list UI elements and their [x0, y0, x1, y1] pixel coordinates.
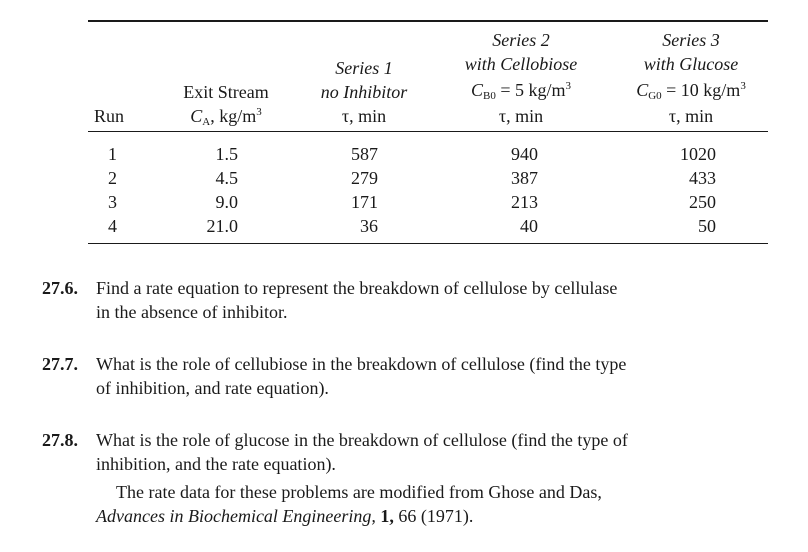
problem-text: Find a rate equation to represent the breakdown of cellulose by cellulase in the absence of inhibitor.: [96, 278, 618, 322]
table-cell-series1: 36: [360, 216, 378, 236]
source-note: The rate data for these problems are modified from Ghose and Das, Advances in Biochemical Engineering, 1, 66 (1971).: [96, 482, 602, 526]
header-series1-line1: Series 1: [335, 58, 393, 78]
header-exit-line1: Exit Stream: [183, 82, 269, 102]
table-cell-run: 3: [108, 192, 117, 212]
table-cell-run: 2: [108, 168, 117, 188]
header-series2-line3: $C_{B0} = 5$ $kg/m^3$: [470, 80, 571, 102]
table-cell-run: 1: [108, 144, 117, 164]
table-cell-series2: 940: [511, 144, 538, 164]
header-series3-line3: $C_{G0} = 10$ $kg/m^3$: [636, 80, 746, 102]
table-cell-series2: 213: [511, 192, 538, 212]
header-series3-line2: with Glucose: [643, 54, 739, 74]
table-cell-series2: 40: [520, 216, 538, 236]
header-series1-line3: τ, min: [341, 106, 387, 126]
table-cell-series1: 587: [351, 144, 378, 164]
header-series3-line4: τ, min: [668, 106, 714, 126]
table-cell-series3: 1020: [680, 144, 716, 164]
problem-text: What is the role of cellubiose in the breakdown of cellulose (find the type of inhibition, and rate equation).: [96, 354, 627, 398]
header-series2-line1: Series 2: [492, 30, 550, 50]
table-cell-ca: 21.0: [206, 216, 238, 236]
table-cell-ca: 9.0: [215, 192, 238, 212]
header-series2-line4: τ, min: [498, 106, 544, 126]
problem-text: What is the role of glucose in the breakdown of cellulose (find the type of inhibition, and the rate equation).: [96, 430, 628, 474]
header-series1-line2: no Inhibitor: [320, 82, 408, 102]
table-cell-ca: 1.5: [215, 144, 238, 164]
problem-number: 27.6.: [42, 278, 78, 298]
header-exit-line2: $C_A$, $kg/m^3$: [190, 106, 262, 128]
table-cell-series3: 250: [689, 192, 716, 212]
problem-number: 27.7.: [42, 354, 78, 374]
table-cell-ca: 4.5: [215, 168, 238, 188]
header-series3-line1: Series 3: [662, 30, 720, 50]
table-cell-series2: 387: [511, 168, 538, 188]
table-cell-series1: 279: [351, 168, 378, 188]
table-cell-series3: 433: [689, 168, 716, 188]
table-cell-series3: 50: [698, 216, 716, 236]
header-series2-line2: with Cellobiose: [464, 54, 578, 74]
table-bottom-rule: [88, 243, 768, 244]
table-header-rule: [88, 131, 768, 132]
problem-number: 27.8.: [42, 430, 78, 450]
header-run: Run: [94, 106, 125, 126]
table-top-rule: [88, 20, 768, 22]
table-cell-series1: 171: [351, 192, 378, 212]
table-cell-run: 4: [108, 216, 117, 236]
